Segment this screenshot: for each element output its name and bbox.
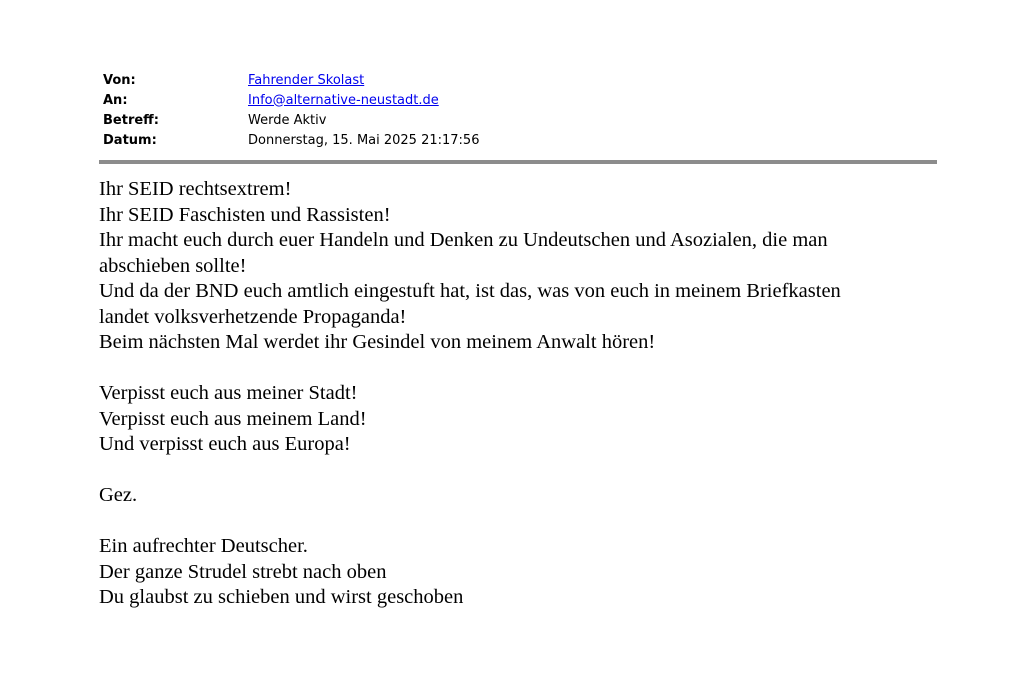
- body-line: Ihr SEID Faschisten und Rassisten!: [99, 203, 391, 226]
- body-line: Und da der BND euch amtlich eingestuft hat, ist das, was von euch in meinem Briefkasten: [99, 280, 841, 302]
- body-line: Ein aufrechter Deutscher.: [99, 535, 308, 557]
- subject-value: Werde Aktiv: [248, 112, 327, 128]
- from-row: [103, 70, 937, 90]
- from-link[interactable]: Fahrender Skolast: [248, 72, 365, 88]
- date-label: Datum:: [103, 132, 157, 148]
- body-line: Ihr SEID rechtsextrem!: [99, 178, 292, 200]
- body-line: Beim nächsten Mal werdet ihr Gesindel von meinem Anwalt hören!: [99, 331, 656, 353]
- to-link[interactable]: Info@alternative-neustadt.de: [248, 92, 439, 108]
- body-line: Gez.: [99, 484, 138, 506]
- body-blank-line: [99, 356, 949, 382]
- body-line: landet volksverhetzende Propaganda!: [99, 305, 407, 328]
- body-line: abschieben sollte!: [99, 254, 247, 277]
- date-row: [103, 130, 937, 150]
- date-value: Donnerstag, 15. Mai 2025 21:17:56: [248, 132, 480, 148]
- from-label: Von:: [103, 72, 136, 88]
- email-header: [103, 70, 937, 150]
- body-line: Der ganze Strudel strebt nach oben: [99, 560, 387, 583]
- body-line: Verpisst euch aus meiner Stadt!: [99, 382, 358, 404]
- body-blank-line: [99, 458, 949, 484]
- body-line: Verpisst euch aus meinem Land!: [99, 407, 367, 430]
- subject-label: Betreff:: [103, 112, 159, 128]
- body-blank-line: [99, 509, 949, 535]
- body-line: Du glaubst zu schieben und wirst geschoben: [99, 586, 464, 608]
- header-divider: [99, 160, 937, 164]
- to-row: [103, 90, 937, 110]
- subject-row: [103, 110, 937, 130]
- email-body: [99, 177, 949, 611]
- body-line: Ihr macht euch durch euer Handeln und Denken zu Undeutschen und Asozialen, die man: [99, 229, 828, 251]
- body-line: Und verpisst euch aus Europa!: [99, 433, 351, 455]
- to-label: An:: [103, 92, 128, 108]
